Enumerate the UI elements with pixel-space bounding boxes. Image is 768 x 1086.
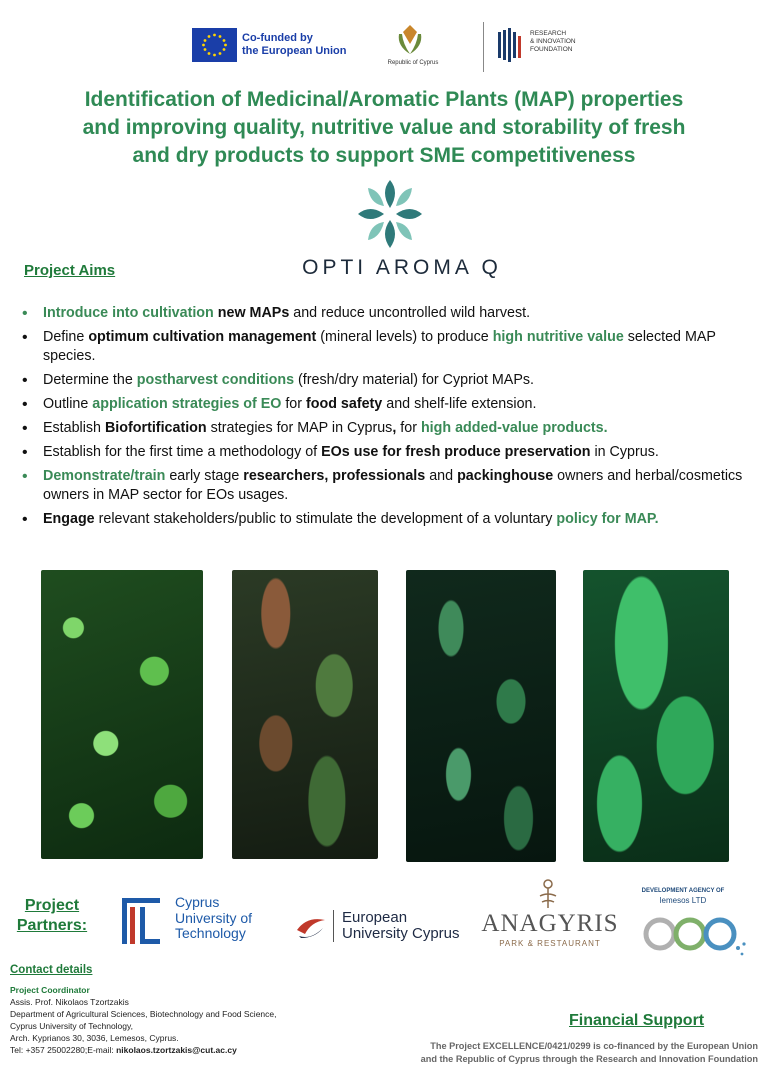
financial-support-heading: Financial Support [569, 1012, 705, 1029]
contact-address: Arch. Kyprianos 30, 3036, Lemesos, Cyprus. [10, 1033, 179, 1043]
contact-tel: Tel: +357 25002280;E-mail: [10, 1045, 117, 1055]
aim-item: • Define optimum cultivation management (mineral levels) to produce high nutritive value selected MAP species. [18, 328, 754, 366]
aim-item: • Engage relevant stakeholders/public to stimulate the development of a voluntary policy for MAP. [18, 510, 754, 529]
opti-aroma-leaf-icon [340, 178, 440, 250]
title-line1: Identification of Medicinal/Aromatic Plants (MAP) properties [84, 88, 684, 111]
partners-heading-line2: Partners: [16, 917, 88, 934]
project-partners-heading [12, 896, 92, 936]
euc-logo-icon [293, 912, 329, 942]
euc-line1: European [342, 909, 408, 926]
plant-photo-4 [583, 570, 729, 862]
contact-details [10, 984, 370, 1056]
aim-item: • Introduce into cultivation new MAPs and reduce uncontrolled wild harvest. [18, 304, 754, 323]
eu-text-line2: the European Union [242, 45, 347, 57]
aim-item: • Outline application strategies of EO for food safety and shelf-life extension. [18, 395, 754, 414]
aim-item: • Establish Biofortification strategies for MAP in Cyprus, for high added-value products. [18, 419, 754, 438]
eu-text-line1: Co-funded by [242, 32, 313, 44]
rif-text-line3: FOUNDATION [530, 46, 573, 53]
lemesos-top-text: DEVELOPMENT AGENCY OF [641, 888, 725, 894]
anagyris-sub: PARK & RESTAURANT [499, 939, 601, 948]
title-line2: and improving quality, nutritive value and storability of fresh [82, 116, 686, 139]
brand-name: OPTI AROMA Q [302, 256, 502, 279]
rif-label [530, 30, 600, 54]
aims-list [18, 304, 754, 534]
contact-email-link[interactable]: nikolaos.tzortzakis@cut.ac.cy [116, 1045, 237, 1055]
anagyris-crest-icon [536, 878, 560, 910]
cyprus-label: Republic of Cyprus [387, 60, 439, 66]
anagyris-name: ANAGYRIS [481, 910, 619, 937]
rif-text-line2: & INNOVATION [530, 38, 576, 45]
rif-text-line1: RESEARCH [530, 30, 567, 37]
lemesos-name: lemesos LTD [659, 896, 707, 905]
aim-item: • Establish for the first time a methodology of EOs use for fresh produce preservation in Cyprus. [18, 443, 754, 462]
cut-logo-text [175, 895, 252, 942]
financial-support-text [362, 1040, 758, 1066]
eu-flag-logo [192, 28, 237, 62]
euc-logo-text [342, 910, 460, 942]
plant-photo-2 [232, 570, 378, 859]
contact-tel-email [10, 1044, 370, 1056]
plant-photo-3 [406, 570, 556, 862]
financial-line1: The Project EXCELLENCE/0421/0299 is co-financed by the European Union [430, 1041, 758, 1051]
poster-title [20, 86, 748, 170]
lemesos-logo-icon [640, 908, 750, 960]
project-aims-heading: Project Aims [24, 262, 116, 279]
eu-cofunded-text [242, 32, 352, 58]
contact-university: Cyprus University of Technology, [10, 1021, 133, 1031]
rif-logo-icon [498, 28, 522, 62]
header-divider [483, 22, 484, 72]
cut-line1: Cyprus [175, 894, 220, 910]
euc-divider [333, 910, 334, 942]
contact-dept: Department of Agricultural Sciences, Biotechnology and Food Science, [10, 1009, 277, 1019]
title-line3: and dry products to support SME competitiveness [132, 144, 636, 167]
aim-item: • Demonstrate/train early stage researchers, professionals and packinghouse owners and herbal/cosmetics owners in MAP sector for EOs usages. [18, 467, 754, 505]
cut-line2: University of [175, 909, 253, 926]
contact-heading: Contact details [10, 964, 93, 976]
cut-logo-icon [122, 898, 160, 944]
contact-role: Project Coordinator [10, 985, 90, 995]
contact-name: Assis. Prof. Nikolaos Tzortzakis [10, 997, 129, 1007]
cut-line3: Technology [175, 925, 246, 941]
aim-item: • Determine the postharvest conditions (fresh/dry material) for Cypriot MAPs. [18, 371, 754, 390]
financial-line2: and the Republic of Cyprus through the Research and Innovation Foundation [420, 1054, 758, 1064]
euc-line2: University Cyprus [342, 925, 460, 942]
cyprus-emblem-icon [393, 22, 427, 58]
plant-photo-1 [41, 570, 203, 859]
partners-heading-line1: Project [24, 897, 80, 914]
